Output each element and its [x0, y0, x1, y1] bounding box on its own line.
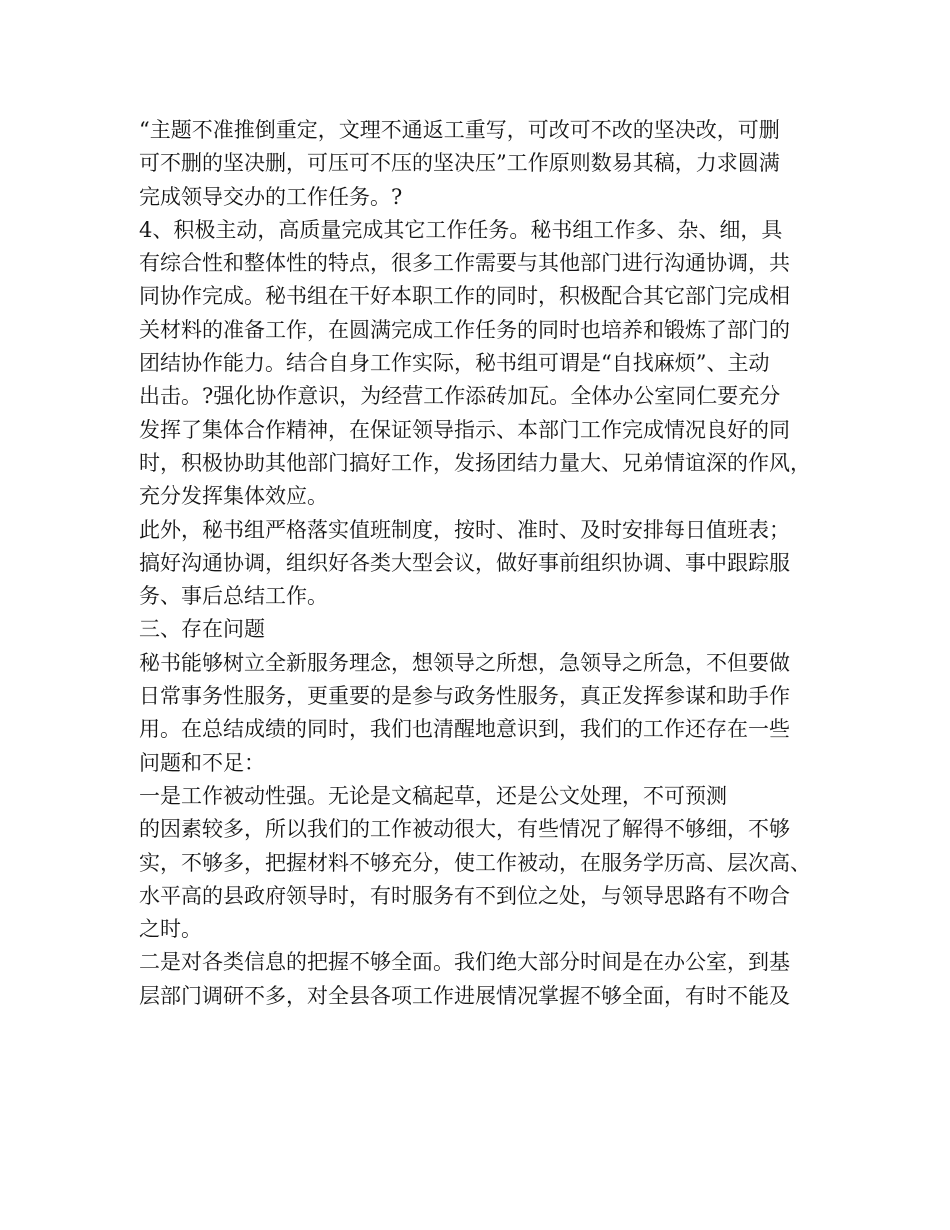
- text-line: 有综合性和整体性的特点，很多工作需要与其他部门进行沟通协调，共: [139, 251, 790, 276]
- section-heading: 三、存在问题: [139, 617, 265, 642]
- text-line: 出击。?强化协作意识，为经营工作添砖加瓦。全体办公室同仁要充分: [139, 384, 781, 409]
- text-line: 搞好沟通协调，组织好各类大型会议，做好事前组织协调、事中跟踪服: [139, 550, 790, 575]
- text-line: 务、事后总结工作。: [139, 584, 328, 609]
- text-line: 之时。: [139, 917, 202, 942]
- text-line: 发挥了集体合作精神，在保证领导指示、本部门工作完成情况良好的同: [139, 417, 790, 442]
- text-line: 同协作完成。秘书组在干好本职工作的同时，积极配合其它部门完成相: [139, 284, 790, 309]
- text-line: 实，不够多，把握材料不够充分，使工作被动，在服务学历高、层次高、: [139, 850, 811, 875]
- text-line: 二是对各类信息的把握不够全面。我们绝大部分时间是在办公室，到基: [139, 950, 790, 975]
- text-line: 水平高的县政府领导时，有时服务有不到位之处，与领导思路有不吻合: [139, 883, 790, 908]
- text-line: 问题和不足：: [139, 750, 265, 775]
- text-line: 用。在总结成绩的同时，我们也清醒地意识到，我们的工作还存在一些: [139, 717, 790, 742]
- text-line: 团结协作能力。结合自身工作实际，秘书组可谓是“自找麻烦”、主动: [139, 351, 770, 376]
- text-line: 的因素较多，所以我们的工作被动很大，有些情况了解得不够细，不够: [139, 817, 790, 842]
- text-line: “主题不准推倒重定，文理不通返工重写，可改可不改的坚决改，可删: [139, 118, 780, 142]
- text-line: 关材料的准备工作，在圆满完成工作任务的同时也培养和锻炼了部门的: [139, 317, 790, 342]
- text-line: 此外，秘书组严格落实值班制度，按时、准时、及时安排每日值班表；: [139, 517, 790, 542]
- document-body: [139, 114, 829, 1013]
- text-line: 秘书能够树立全新服务理念，想领导之所想，急领导之所急，不但要做: [139, 650, 790, 675]
- text-line: 可不删的坚决删，可压可不压的坚决压”工作原则数易其稿，力求圆满: [139, 151, 780, 176]
- text-line: 日常事务性服务，更重要的是参与政务性服务，真正发挥参谋和助手作: [139, 684, 790, 709]
- text-line: 时，积极协助其他部门搞好工作，发扬团结力量大、兄弟情谊深的作风，: [139, 450, 811, 475]
- text-line: 一是工作被动性强。无论是文稿起草，还是公文处理，不可预测: [139, 783, 727, 808]
- text-line: 充分发挥集体效应。: [139, 484, 328, 509]
- text-line: 完成领导交办的工作任务。?: [139, 184, 403, 209]
- text-line: 层部门调研不多，对全县各项工作进展情况掌握不够全面，有时不能及: [139, 983, 790, 1008]
- text-line: 4、积极主动，高质量完成其它工作任务。秘书组工作多、杂、细，具: [139, 217, 783, 242]
